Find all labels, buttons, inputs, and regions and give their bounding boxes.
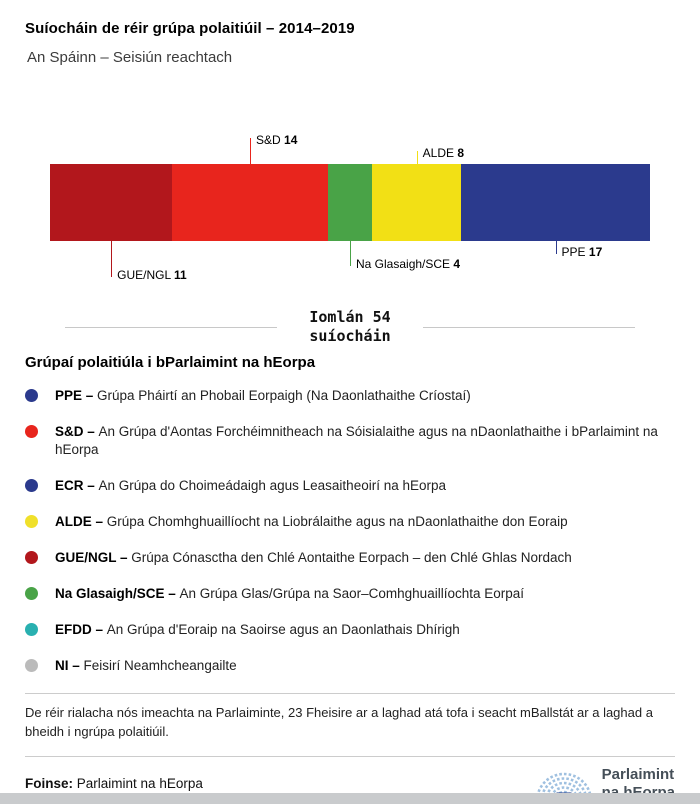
callout-GUE/NGL [111,241,187,282]
source-value: Parlaimint na hEorpa [76,776,203,792]
legend-dot [25,389,38,402]
legend-dot [25,587,38,600]
legend-title: Grúpaí polaitiúla i bParlaimint na hEorpa [25,354,316,371]
legend-dot [25,425,38,438]
stacked-bar [50,164,650,241]
legend-text: Na Glasaigh/SCE – An Grúpa Glas/Grúpa na Saor–Comhghuaillíochta Eorpaí [55,585,524,601]
logo-text-line-1: Parlaimint [601,766,675,784]
total-line-2: suíocháin [309,327,391,345]
page-subtitle: An Spáinn – Seisiún reachtach [27,49,233,66]
bar-segment-GUE/NGL [50,164,172,241]
legend-text: NI – Feisirí Neamhcheangailte [55,657,237,673]
legend-dot [25,659,38,672]
legend-items [25,387,675,675]
total-seats-block [65,308,635,346]
footnote: De réir rialacha nós imeachta na Parlaiminte, 23 Fheisire ar a laghad atá tofa i seacht mBallstát ar a laghad a bheidh i ngrúpa polaitiúil. [25,704,653,740]
legend-item-GUE/NGL [25,549,675,567]
source [25,776,203,791]
callout-S&D [250,133,298,164]
callout-label: S&D 14 [256,133,298,147]
legend-item-EFDD [25,621,675,639]
legend-dot [25,623,38,636]
legend-dot [25,479,38,492]
bar-segment-ALDE [372,164,461,241]
legend-item-ECR [25,477,675,495]
callout-label: PPE 17 [561,245,603,259]
callout-Na Glasaigh/SCE [350,241,461,271]
divider-left [65,327,277,328]
legend-text: EFDD – An Grúpa d'Eoraip na Saoirse agus an Daonlathais Dhírigh [55,621,460,637]
bar-segment-S&D [172,164,328,241]
legend-item-Na Glasaigh/SCE [25,585,675,603]
legend-text: GUE/NGL – Grúpa Cónasctha den Chlé Aontaithe Eorpach – den Chlé Ghlas Nordach [55,549,572,565]
bottom-bar [0,793,700,804]
legend-dot [25,551,38,564]
legend-item-NI [25,657,675,675]
legend-item-ALDE [25,513,675,531]
callout-ALDE [417,146,465,164]
legend-text: S&D – An Grúpa d'Aontas Forchéimnitheach na Sóisialaithe agus na nDaonlathaithe i bParlaimint na hEorpa [55,423,658,457]
total-line-1: Iomlán 54 [309,308,391,327]
total-seats-label [309,308,390,346]
callout-label: GUE/NGL 11 [117,268,187,282]
callout-label: Na Glasaigh/SCE 4 [356,257,461,271]
legend-item-S&D [25,423,675,459]
legend-item-PPE [25,387,675,405]
divider-right [423,327,635,328]
legend-dot [25,515,38,528]
page-title: Suíocháin de réir grúpa polaitiúil – 2014–2019 [25,20,355,37]
source-label: Foinse: [25,776,74,792]
legend-text: ALDE – Grúpa Chomhghuaillíocht na Liobrálaithe agus na nDaonlathaithe don Eoraip [55,513,568,529]
bar-segment-Na Glasaigh/SCE [328,164,372,241]
legend-text: PPE – Grúpa Pháirtí an Phobail Eorpaigh (Na Daonlathaithe Críostaí) [55,388,471,403]
bar-segment-PPE [461,164,650,241]
legend-text: ECR – An Grúpa do Choimeádaigh agus Leasaitheoirí na hEorpa [55,477,447,493]
callout-label: ALDE 8 [422,146,465,160]
callout-PPE [556,241,603,259]
legend [25,354,675,675]
seat-chart [50,133,650,308]
